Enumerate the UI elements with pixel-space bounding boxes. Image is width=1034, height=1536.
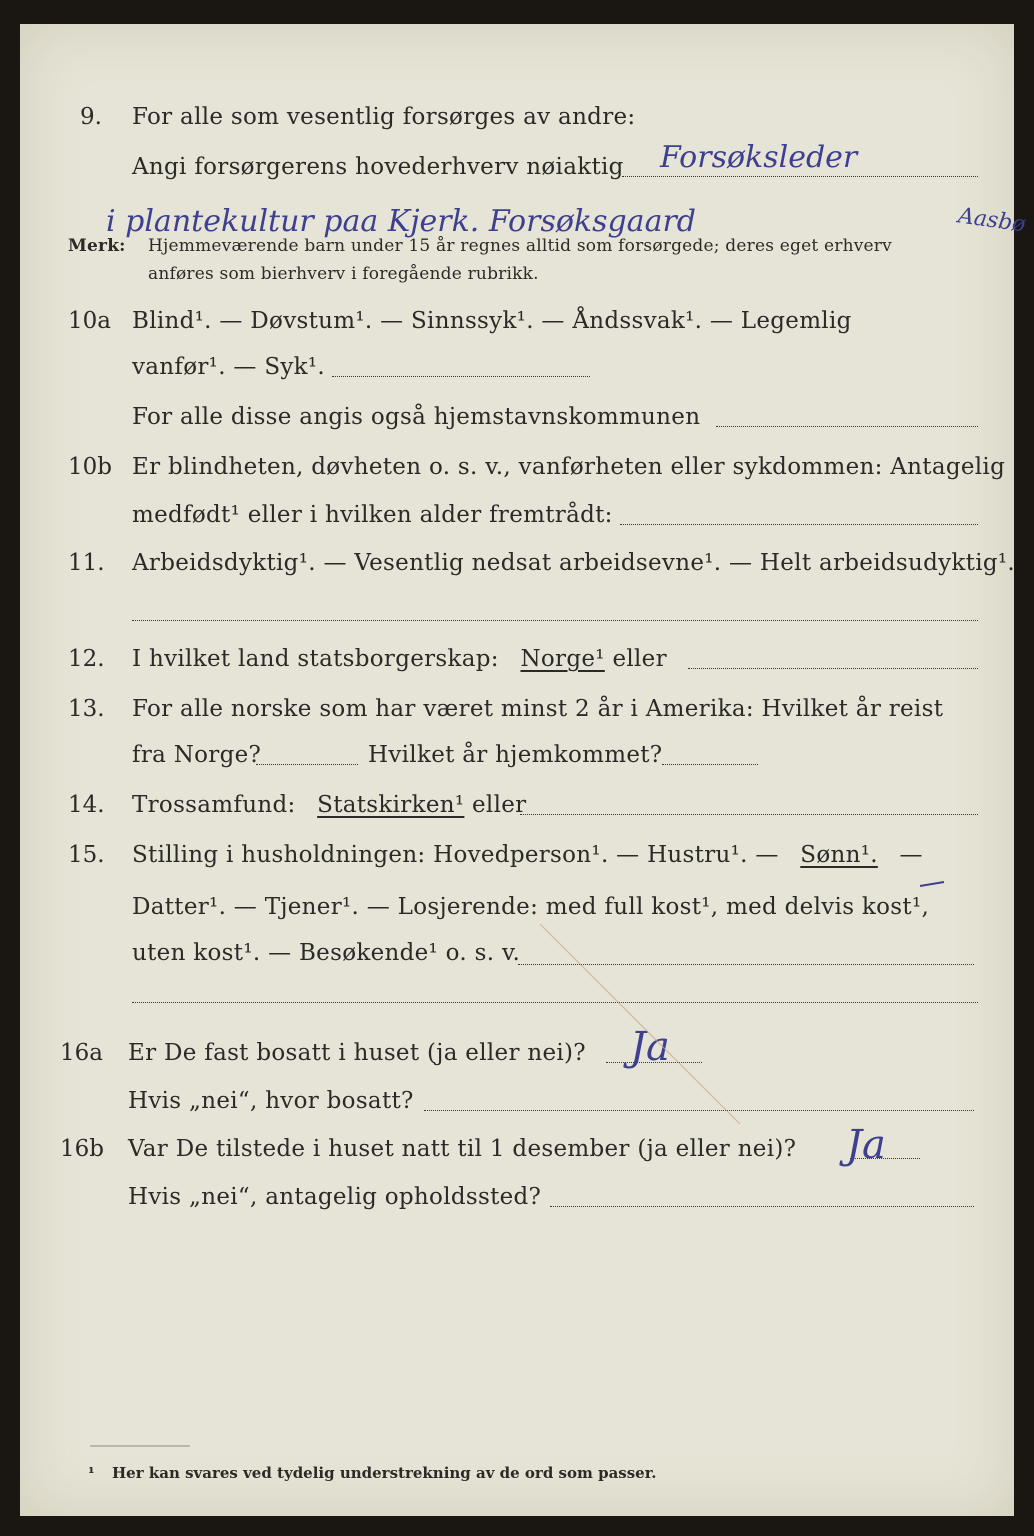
q13-line1: For alle norske som har været minst 2 år i Amerika: Hvilket år reist	[132, 696, 944, 722]
q15-number: 15.	[68, 842, 105, 868]
q15-sonn-option[interactable]: Sønn¹.	[800, 842, 878, 868]
q16b-number: 16b	[60, 1136, 104, 1162]
q16a-number: 16a	[60, 1040, 103, 1066]
q11-number: 11.	[68, 550, 105, 576]
q13-line2b: Hvilket år hjemkommet?	[368, 742, 663, 768]
q10b-number: 10b	[68, 454, 112, 480]
q10a-line2: vanfør¹. — Syk¹.	[132, 354, 326, 380]
q13-number: 13.	[68, 696, 105, 722]
q12-eller: eller	[612, 646, 667, 672]
q15-line2: Datter¹. — Tjener¹. — Losjerende: med full kost¹, med delvis kost¹,	[132, 894, 930, 920]
q9-handwritten-answer1: Forsøksleder	[660, 140, 858, 175]
q10b-line2: medfødt¹ eller i hvilken alder fremtrådt:	[132, 502, 613, 528]
q16a-handwritten-answer: Ja	[630, 1024, 670, 1070]
q16b-line2: Hvis „nei“, antagelig opholdssted?	[128, 1184, 542, 1210]
q9-handwritten-answer2: i plantekultur paa Kjerk. Forsøksgaard	[106, 204, 696, 239]
q9-handwritten-answer3: Aasbø	[956, 203, 1028, 238]
q15-line3: uten kost¹. — Besøkende¹ o. s. v.	[132, 940, 521, 966]
q15-line1-text: Stilling i husholdningen: Hovedperson¹. — Hustru¹. —	[132, 842, 779, 868]
form-page	[20, 24, 1028, 1516]
merk-line1: Hjemmeværende barn under 15 år regnes alltid som forsørgede; deres eget erhverv	[148, 236, 892, 256]
pen-stroke-mark	[20, 24, 1014, 1516]
q10a-line3: For alle disse angis også hjemstavnskommunen	[132, 404, 701, 430]
q16b-handwritten-answer: Ja	[846, 1122, 886, 1168]
q14-text: Trossamfund:	[132, 792, 296, 818]
q11-line1: Arbeidsdyktig¹. — Vesentlig nedsat arbeidsevne¹. — Helt arbeidsudyktig¹.	[132, 550, 1016, 576]
merk-line2: anføres som bierhverv i foregående rubrikk.	[148, 264, 539, 284]
q14-number: 14.	[68, 792, 105, 818]
q9-number: 9.	[80, 104, 102, 130]
q12-text: I hvilket land statsborgerskap:	[132, 646, 499, 672]
footnote-text: Her kan svares ved tydelig understrekning av de ord som passer.	[112, 1464, 657, 1482]
q16a-line2: Hvis „nei“, hvor bosatt?	[128, 1088, 414, 1114]
q12-norge-option[interactable]: Norge¹	[520, 646, 605, 672]
footnote-mark: ¹	[88, 1464, 95, 1482]
q10a-number: 10a	[68, 308, 111, 334]
q10a-line1: Blind¹. — Døvstum¹. — Sinnssyk¹. — Åndssvak¹. — Legemlig	[132, 308, 852, 334]
q12-number: 12.	[68, 646, 105, 672]
q13-line2a: fra Norge?	[132, 742, 262, 768]
q14-statskirken-option[interactable]: Statskirken¹	[317, 792, 465, 818]
q9-line1: For alle som vesentlig forsørges av andre:	[132, 104, 636, 130]
merk-label: Merk:	[68, 236, 126, 256]
q16a-line1: Er De fast bosatt i huset (ja eller nei)?	[128, 1040, 586, 1066]
q9-line2: Angi forsørgerens hovederhverv nøiaktig	[132, 154, 624, 180]
q10b-line1: Er blindheten, døvheten o. s. v., vanførheten eller sykdommen: Antagelig	[132, 454, 1006, 480]
q16b-line1: Var De tilstede i huset natt til 1 desember (ja eller nei)?	[128, 1136, 797, 1162]
q15-dash: —	[899, 842, 923, 868]
q14-eller: eller	[472, 792, 527, 818]
